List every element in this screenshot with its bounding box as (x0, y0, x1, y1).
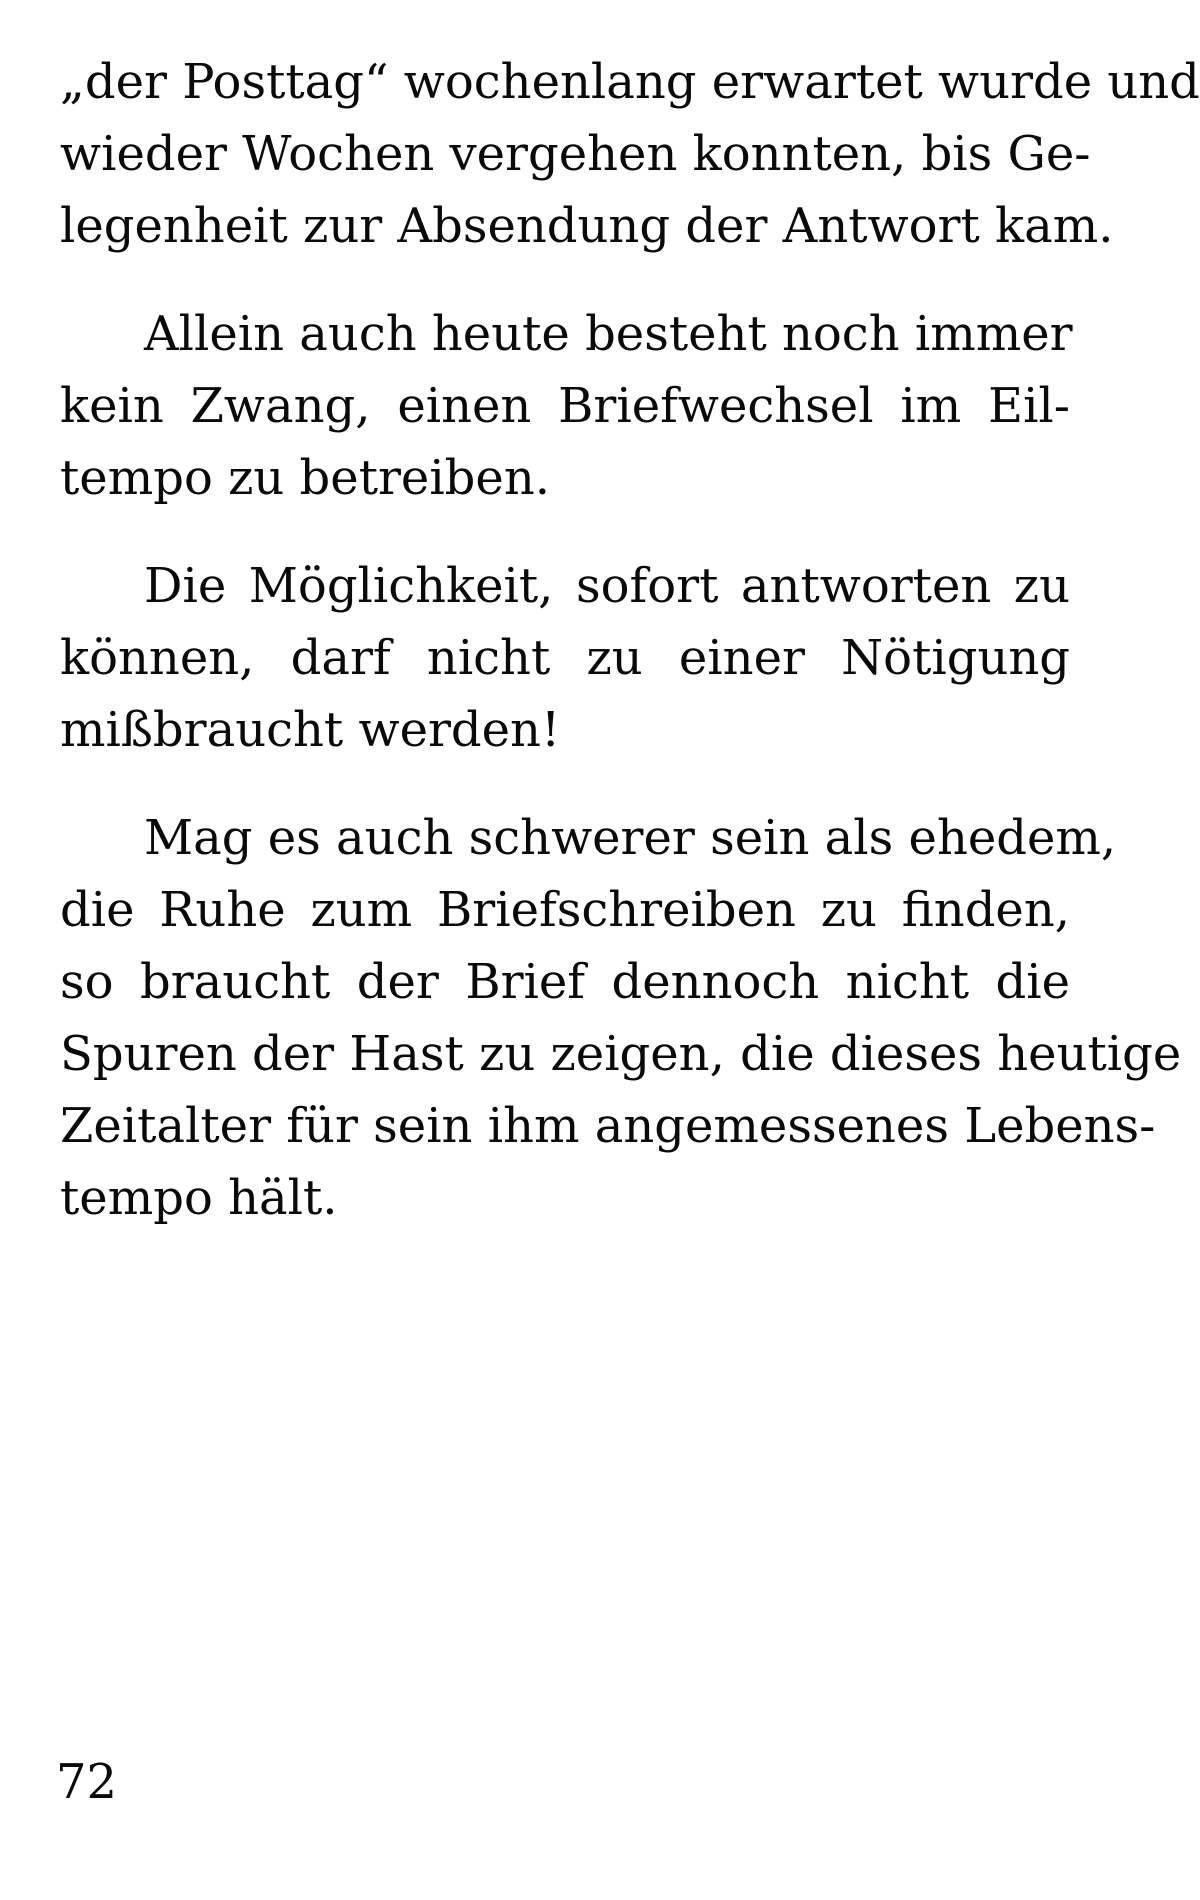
text-line: „der Posttag“ wochenlang erwartet wurde und (60, 54, 1200, 110)
text-line: können, darf nicht zu einer Nötigung (60, 630, 1070, 686)
text-line: tempo zu betreiben. (60, 450, 550, 506)
paragraph-gap (60, 262, 1070, 298)
text-line: wieder Wochen vergehen konnten, bis Ge- (60, 126, 1091, 182)
text-line: die Ruhe zum Briefschreiben zu finden, (60, 882, 1070, 938)
text-line: so braucht der Brief dennoch nicht die (60, 954, 1070, 1010)
text-line: legenheit zur Absendung der Antwort kam. (60, 198, 1114, 254)
paragraph-gap (60, 514, 1070, 550)
body-text (60, 46, 1200, 1234)
text-line: Mag es auch schwerer sein als ehedem, (144, 810, 1117, 866)
text-line: Die Möglichkeit, sofort antworten zu (144, 558, 1070, 614)
paragraph-gap (60, 766, 1070, 802)
text-line: Spuren der Hast zu zeigen, die dieses heutige (60, 1026, 1182, 1082)
text-line: Allein auch heute besteht noch immer (144, 306, 1073, 362)
text-line: Zeitalter für sein ihm angemessenes Lebens- (60, 1098, 1156, 1154)
text-line: mißbraucht werden! (60, 702, 561, 758)
text-line: tempo hält. (60, 1170, 338, 1226)
text-line: kein Zwang, einen Briefwechsel im Eil- (60, 378, 1070, 434)
page-number: 72 (56, 1754, 118, 1810)
